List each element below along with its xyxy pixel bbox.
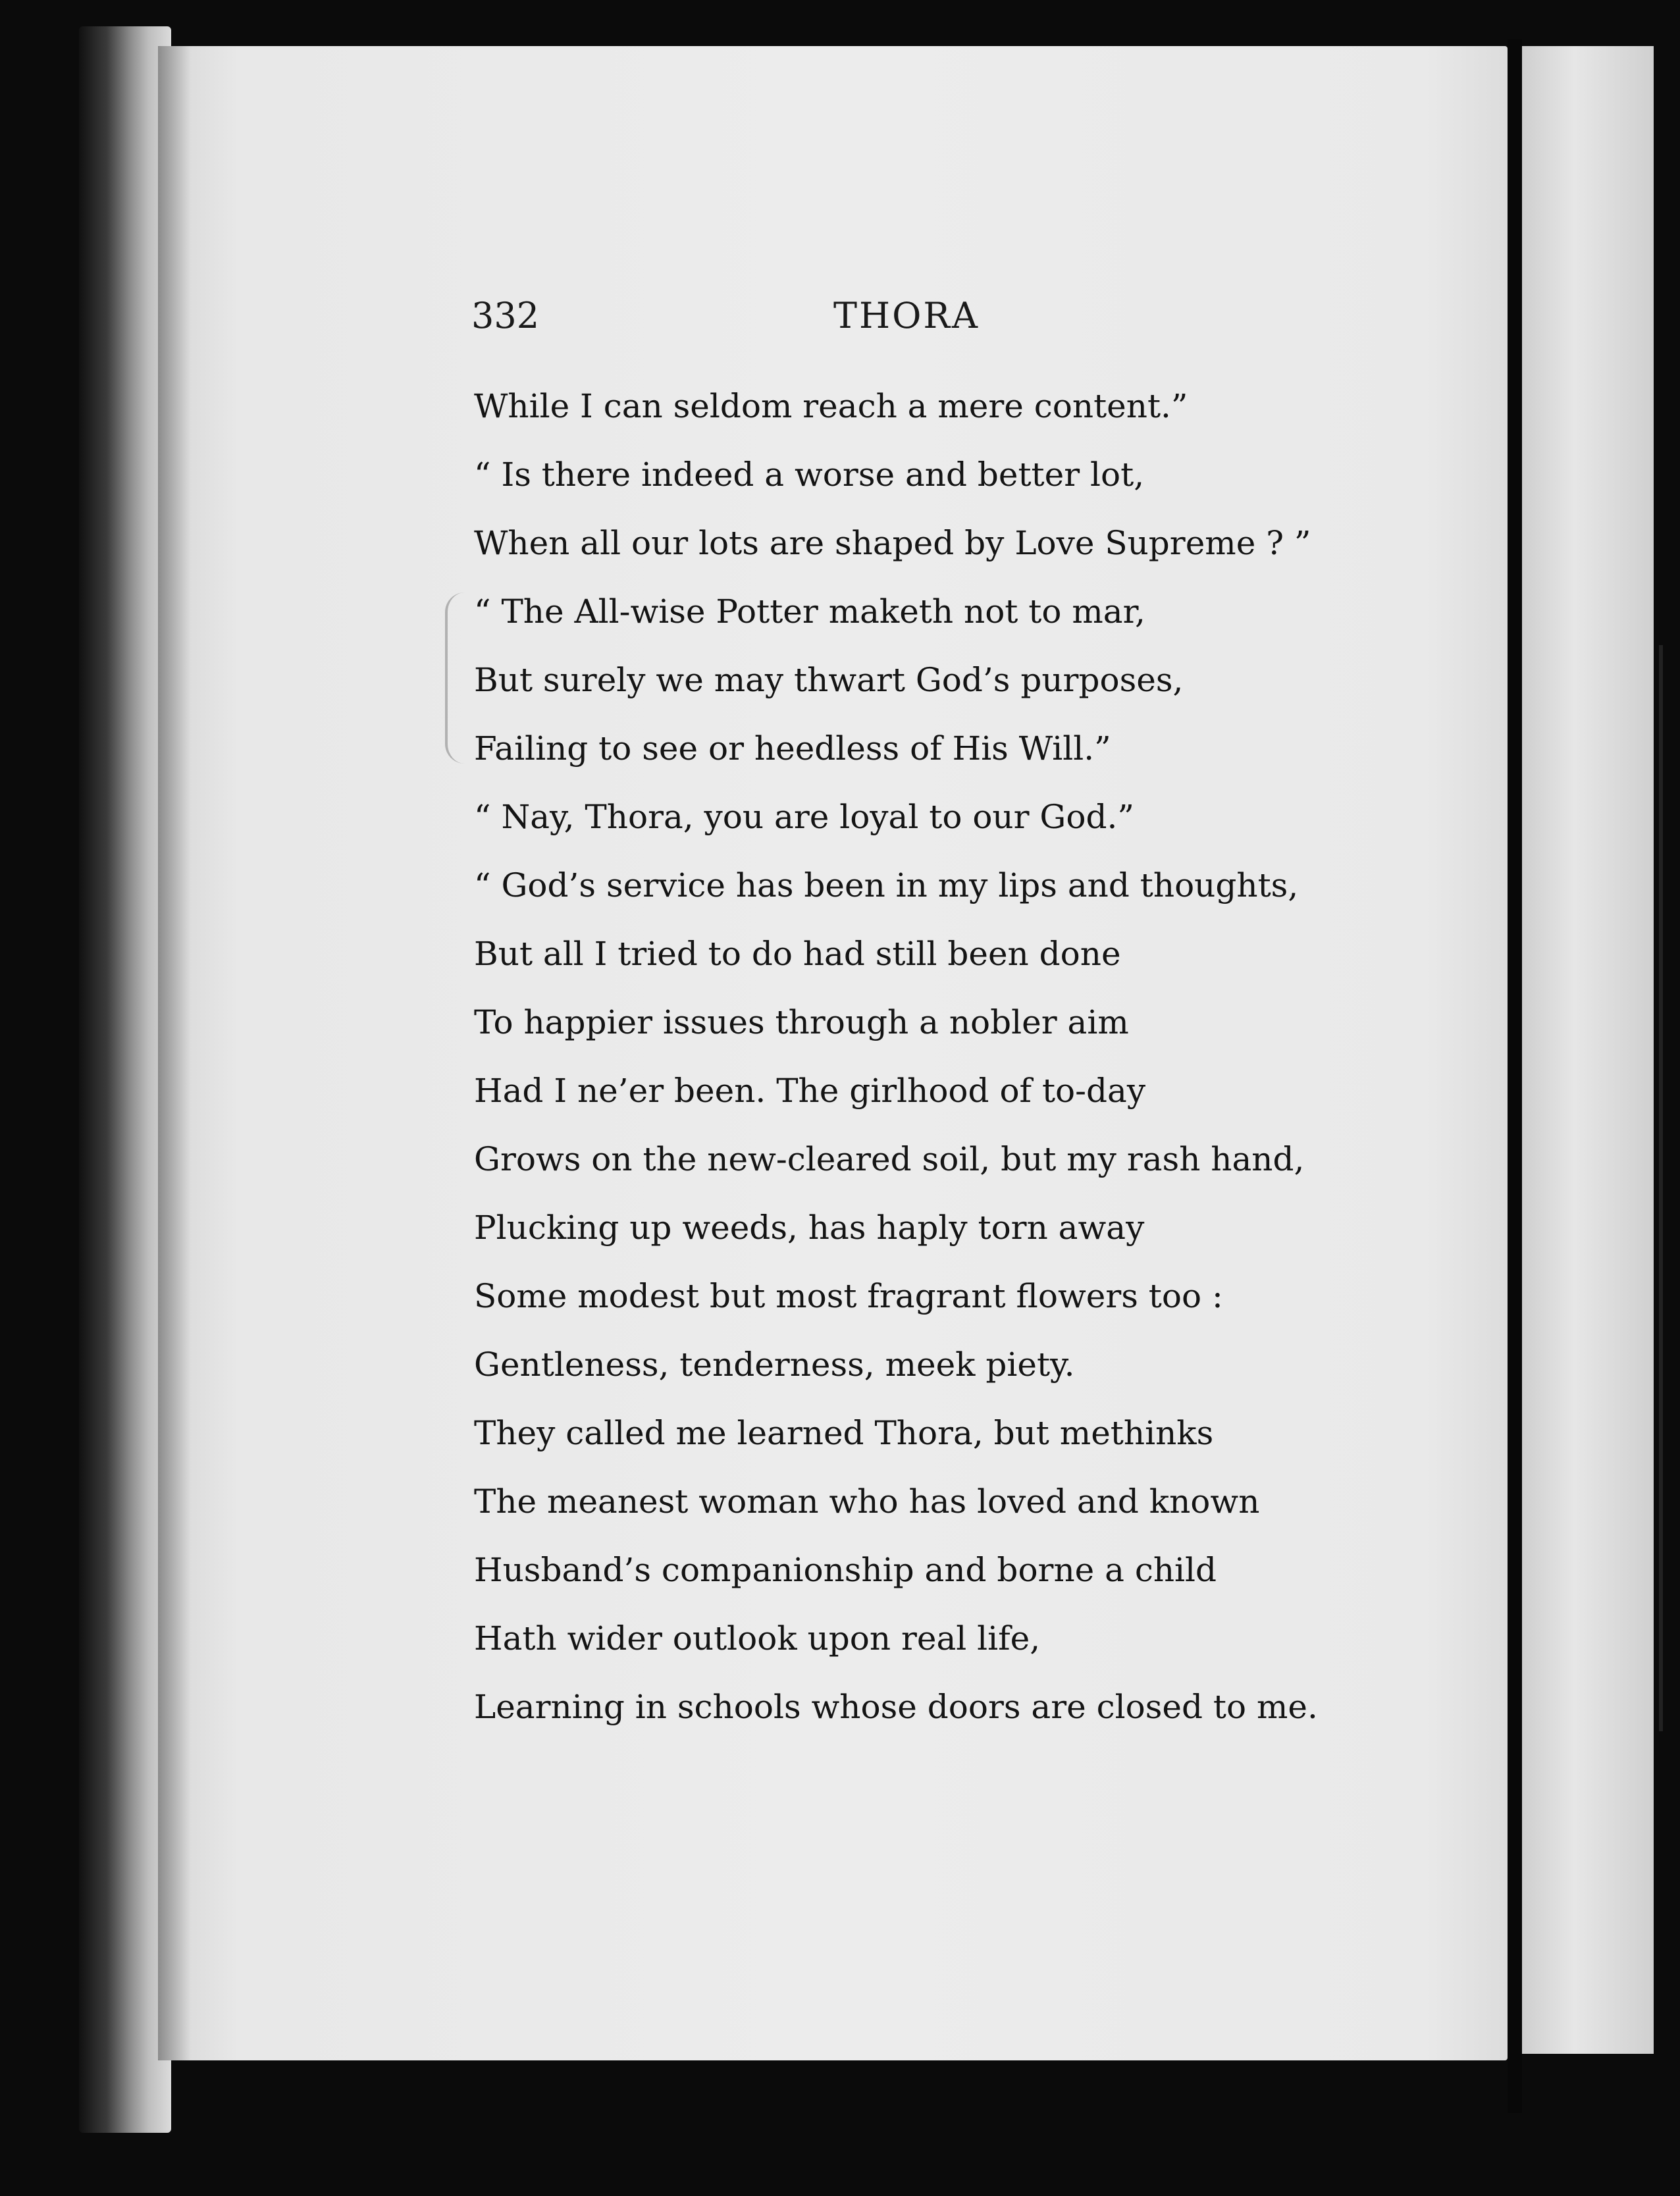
verse-line: Failing to see or heedless of His Will.” xyxy=(474,729,1111,768)
verse-line: They called me learned Thora, but methinks xyxy=(474,1414,1214,1452)
page-header xyxy=(471,295,1340,348)
verse-line: Grows on the new-cleared soil, but my rash hand, xyxy=(474,1140,1305,1178)
verse-line: “ Nay, Thora, you are loyal to our God.” xyxy=(474,798,1134,836)
verse-line: Some modest but most fragrant flowers too : xyxy=(474,1277,1223,1315)
verse-line: But surely we may thwart God’s purposes, xyxy=(474,661,1184,699)
verse-line: When all our lots are shaped by Love Supreme ? ” xyxy=(474,524,1311,562)
poem-text xyxy=(474,384,1396,1754)
verse-line: Plucking up weeds, has haply torn away xyxy=(474,1209,1145,1247)
verse-line: Learning in schools whose doors are closed to me. xyxy=(474,1688,1318,1726)
verse-line: But all I tried to do had still been done xyxy=(474,935,1121,973)
book-binding-edge xyxy=(79,26,171,2133)
running-head: THORA xyxy=(833,295,980,336)
page-number: 332 xyxy=(471,295,540,336)
verse-line: “ God’s service has been in my lips and thoughts, xyxy=(474,866,1299,904)
verse-line: Hath wider outlook upon real life, xyxy=(474,1619,1041,1658)
verse-line: Husband’s companionship and borne a child xyxy=(474,1551,1217,1589)
page-margin-shadow xyxy=(158,46,191,2060)
verse-line: While I can seldom reach a mere content.” xyxy=(474,387,1188,425)
verse-line: Gentleness, tenderness, meek piety. xyxy=(474,1346,1075,1384)
facing-page-print-edge xyxy=(1659,645,1663,1731)
verse-line: The meanest woman who has loved and known xyxy=(474,1482,1260,1521)
page-gutter xyxy=(1508,39,1522,2113)
facing-page-edge xyxy=(1522,46,1654,2054)
verse-line: Had I ne’er been. The girlhood of to-day xyxy=(474,1072,1146,1110)
verse-line: To happier issues through a nobler aim xyxy=(474,1003,1129,1041)
verse-line: “ Is there indeed a worse and better lot, xyxy=(474,456,1145,494)
verse-line: “ The All-wise Potter maketh not to mar, xyxy=(474,592,1145,631)
pencil-margin-bracket xyxy=(445,592,467,764)
